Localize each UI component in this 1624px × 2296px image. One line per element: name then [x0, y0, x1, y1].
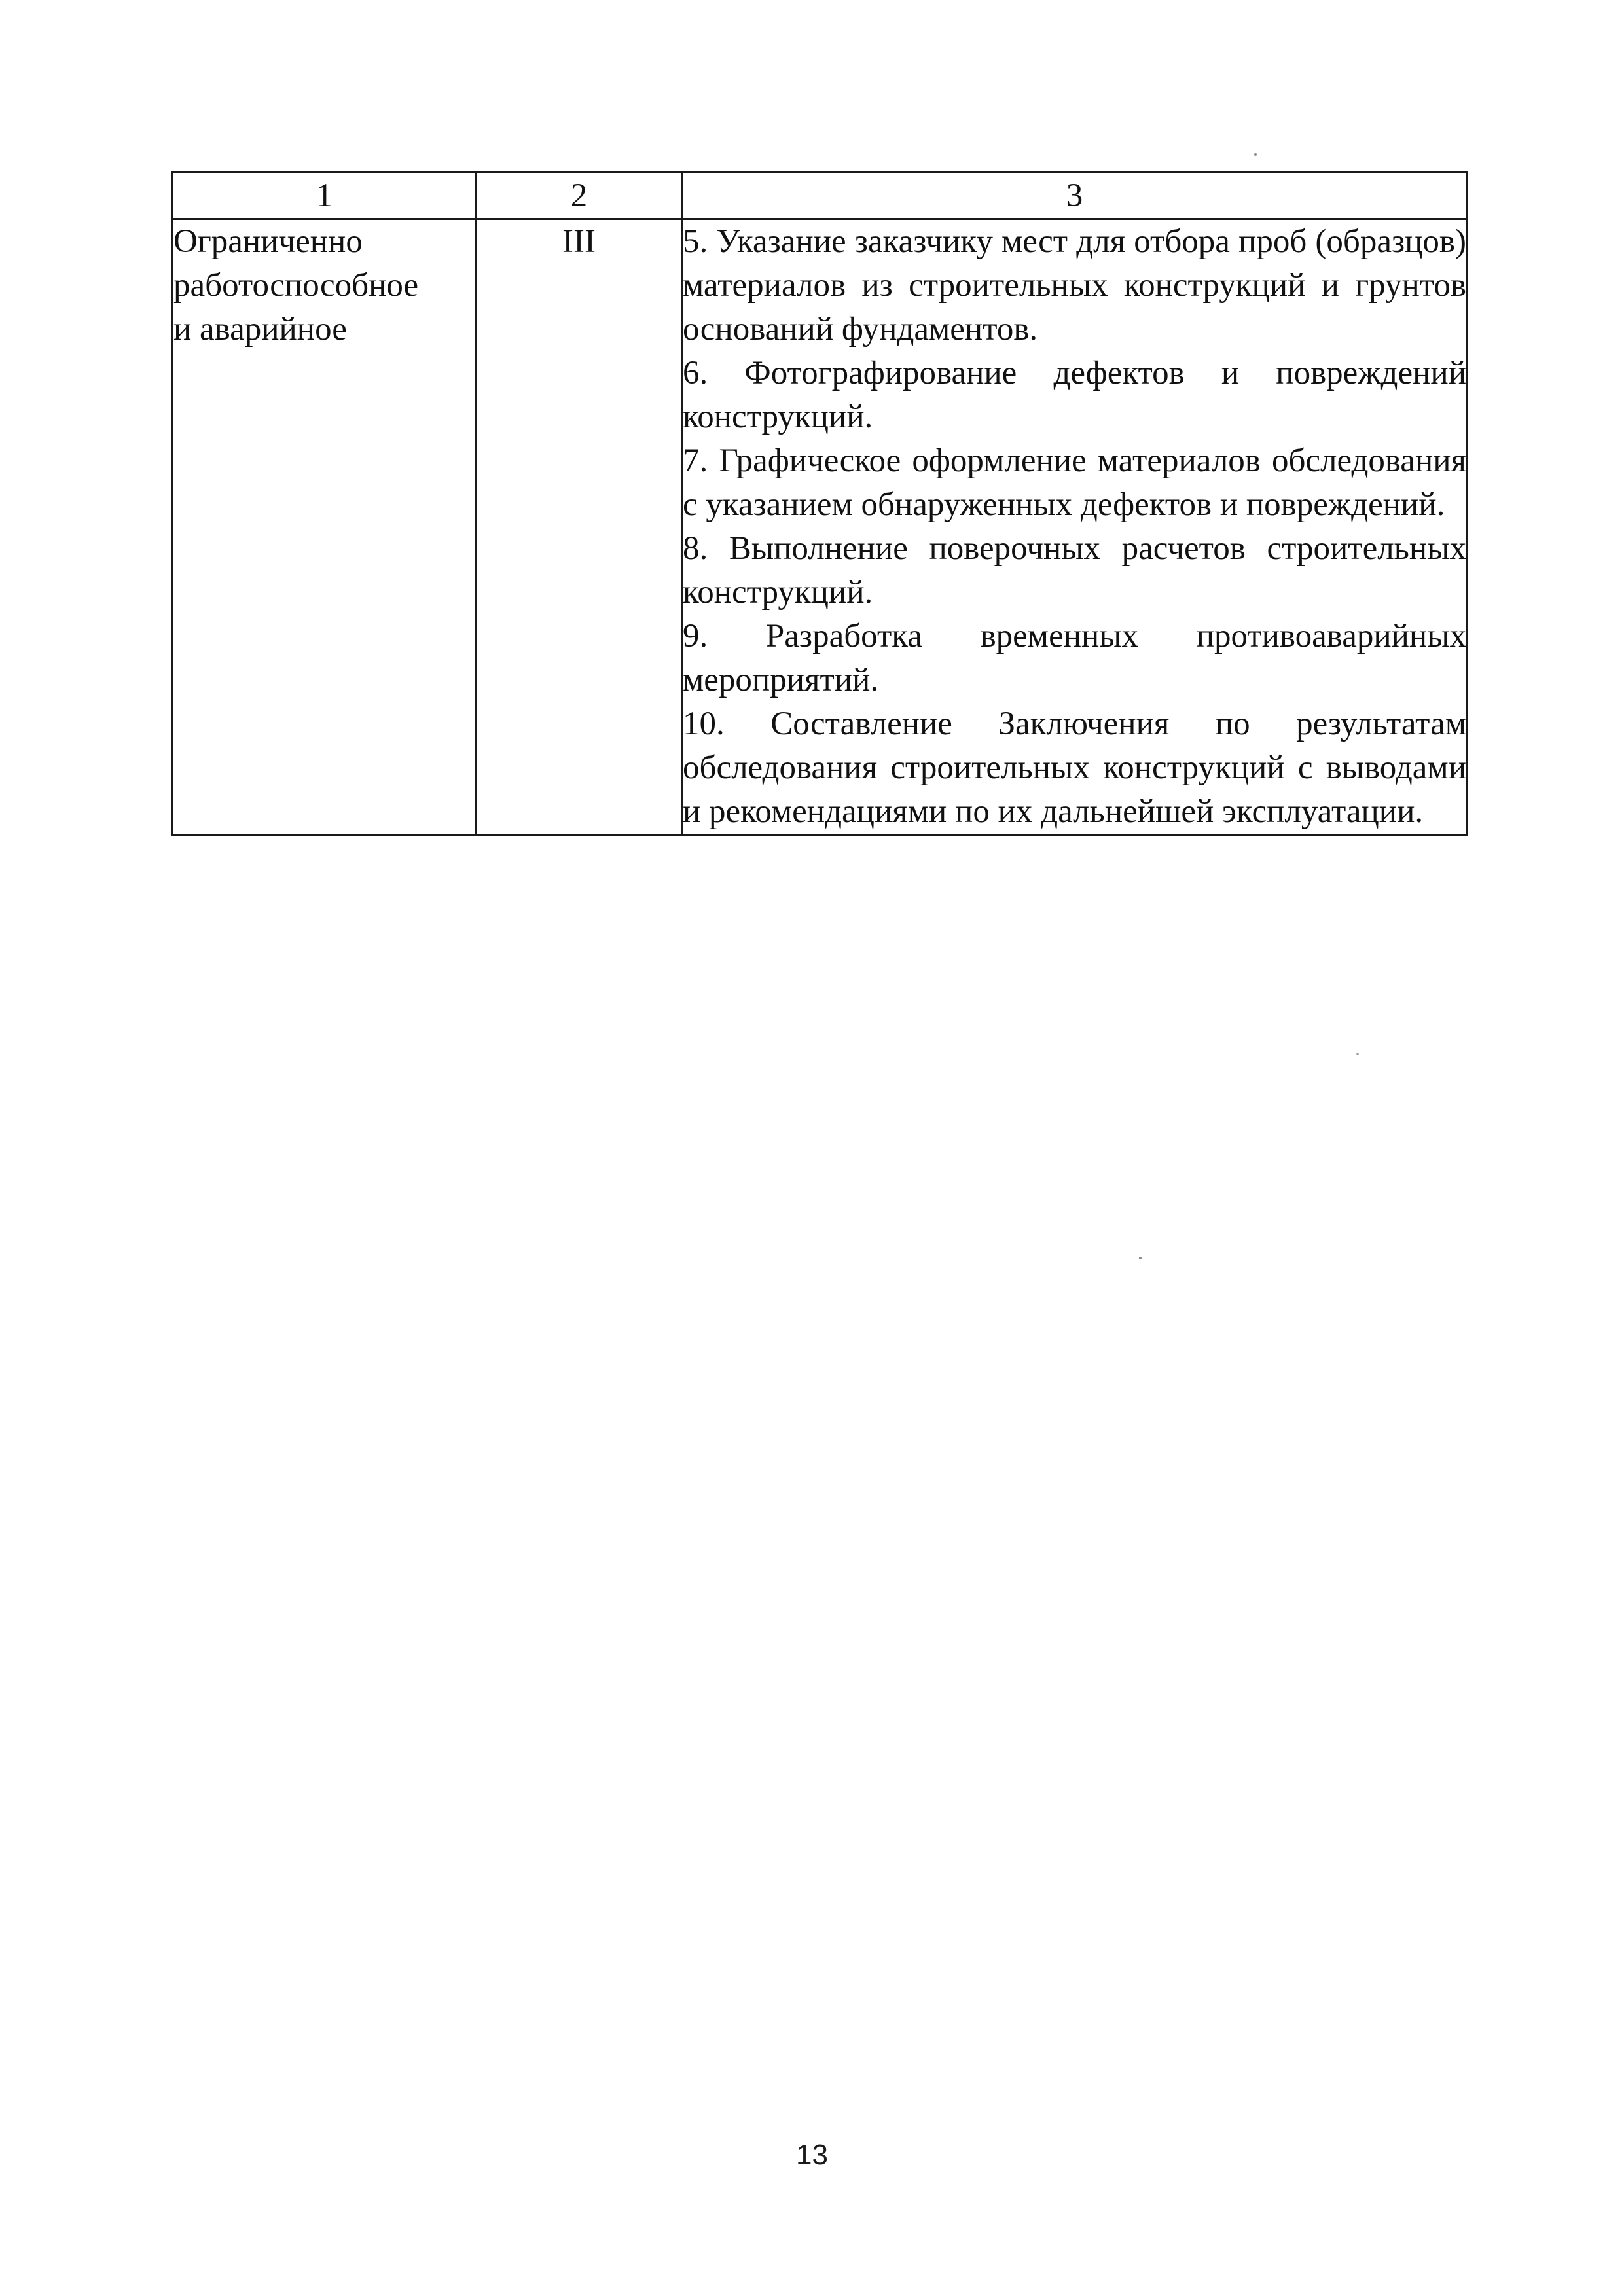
- column-number-1: 1: [173, 173, 477, 219]
- technical-state-line: работоспособное: [173, 267, 419, 304]
- work-item: 6. Фотографирование дефектов и повреждений конструкций.: [683, 355, 1466, 435]
- page-number: 13: [796, 2139, 828, 2171]
- scan-speck: [1139, 1257, 1142, 1259]
- scan-speck: [1254, 153, 1257, 156]
- column-number-3: 3: [682, 173, 1468, 219]
- technical-state-cell: [173, 219, 477, 835]
- work-item: 9. Разработка временных противоаварийных мероприятий.: [683, 618, 1466, 698]
- technical-state-line: Ограниченно: [173, 223, 363, 260]
- works-list-cell: [682, 219, 1468, 835]
- column-number-2: 2: [477, 173, 682, 219]
- work-item: 8. Выполнение поверочных расчетов строительных конструкций.: [683, 530, 1466, 611]
- work-item: 10. Составление Заключения по результатам обследования строительных конструкций с выводами и рекомендациями по их дальнейшей эксплуатации.: [683, 706, 1466, 830]
- table-header-row: [173, 173, 1468, 219]
- inspection-category-cell: III: [477, 219, 682, 835]
- work-item: 5. Указание заказчику мест для отбора проб (образцов) материалов из строительных конструкций и грунтов оснований фундаментов.: [683, 223, 1466, 348]
- inspection-works-table: [171, 171, 1468, 836]
- table-row: [173, 219, 1468, 835]
- scan-speck: [1356, 1053, 1359, 1055]
- technical-state-line: и аварийное: [173, 311, 347, 348]
- work-item: 7. Графическое оформление материалов обследования с указанием обнаруженных дефектов и повреждений.: [683, 442, 1466, 523]
